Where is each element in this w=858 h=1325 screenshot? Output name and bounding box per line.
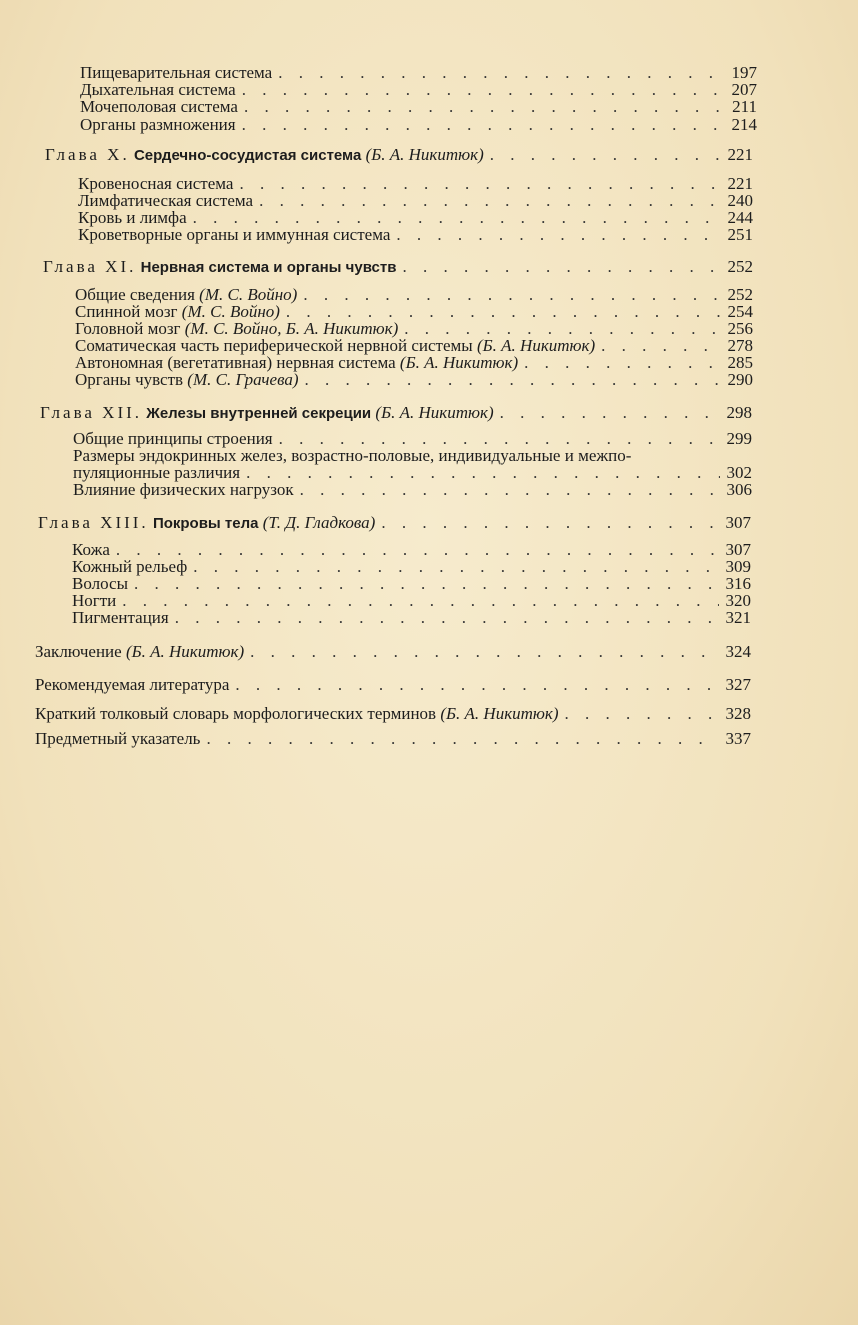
toc-entry <box>72 558 751 576</box>
dot-leader <box>244 98 725 116</box>
entry-author: (Б. А. Никитюк) <box>125 642 245 661</box>
toc-entry <box>35 643 751 661</box>
entry-title: Кровеносная система <box>78 174 234 193</box>
toc-entry <box>35 705 751 723</box>
dot-leader <box>116 541 719 559</box>
entry-title: Органы размножения <box>80 115 236 134</box>
page-number: 302 <box>726 463 752 482</box>
chapter-prefix: Глава X. <box>45 145 130 164</box>
chapter-prefix: Глава XI. <box>43 257 137 276</box>
dot-leader <box>239 175 721 193</box>
dot-leader <box>402 258 721 276</box>
dot-leader <box>601 337 721 355</box>
page-number: 309 <box>725 557 751 576</box>
chapter-title: Нервная система и органы чувств <box>140 259 397 276</box>
entry-title: Общие сведения <box>75 285 195 304</box>
entry-title: Влияние физических нагрузок <box>73 480 294 499</box>
entry-title: Кроветворные органы и иммунная система <box>78 225 391 244</box>
page-number: 244 <box>727 208 753 227</box>
page-number: 251 <box>727 225 753 244</box>
chapter-author: (Б. А. Никитюк) <box>375 403 494 422</box>
dot-leader <box>305 371 721 389</box>
dot-leader <box>490 146 721 164</box>
entry-title: Кровь и лимфа <box>78 208 187 227</box>
chapter-heading <box>40 404 752 423</box>
dot-leader <box>134 575 719 593</box>
dot-leader <box>300 481 720 499</box>
dot-leader <box>122 592 719 610</box>
toc-entry <box>80 116 757 134</box>
entry-title: Краткий толковый словарь морфологических терминов <box>35 704 437 723</box>
dot-leader <box>246 464 720 482</box>
page-number: 299 <box>726 429 752 448</box>
entry-title: Рекомендуемая литература <box>35 675 230 694</box>
page-number: 298 <box>726 403 752 422</box>
dot-leader <box>193 558 719 576</box>
dot-leader <box>500 404 720 422</box>
entry-title: Заключение <box>35 642 122 661</box>
entry-author: (М. С. Войно, Б. А. Никитюк) <box>184 319 399 338</box>
entry-title: Головной мозг <box>75 319 181 338</box>
toc-entry-line: Размеры эндокринных желез, возрастно-половые, индивидуальные и межпо- <box>73 446 632 465</box>
chapter-author: (Б. А. Никитюк) <box>365 145 484 164</box>
page-number: 252 <box>727 257 753 276</box>
toc-entry <box>75 371 753 389</box>
dot-leader <box>175 609 719 627</box>
chapter-heading <box>45 146 753 165</box>
entry-title: Дыхательная система <box>80 80 236 99</box>
page-number: 221 <box>727 174 753 193</box>
chapter-title: Покровы тела <box>152 515 259 532</box>
page-number: 197 <box>731 63 757 82</box>
entry-author: (М. С. Войно) <box>199 285 298 304</box>
page-number: 285 <box>727 353 753 372</box>
page-number: 316 <box>725 574 751 593</box>
dot-leader <box>259 192 721 210</box>
entry-title: Лимфатическая система <box>78 191 254 210</box>
page-number: 328 <box>725 704 751 723</box>
page-number: 252 <box>727 285 753 304</box>
dot-leader <box>565 705 719 723</box>
toc-entry <box>35 730 751 748</box>
entry-title: Пигментация <box>72 608 169 627</box>
page-number: 321 <box>725 608 751 627</box>
entry-title: Мочеполовая система <box>80 97 238 116</box>
chapter-title: Железы внутренней секреции <box>146 405 372 422</box>
entry-title: Соматическая часть периферической нервной системы <box>75 336 473 355</box>
chapter-prefix: Глава XII. <box>40 403 143 422</box>
toc-entry <box>72 592 751 610</box>
page-number: 256 <box>727 319 753 338</box>
page-number: 214 <box>731 115 757 134</box>
dot-leader <box>278 64 725 82</box>
page-number: 327 <box>725 675 751 694</box>
page-number: 278 <box>727 336 753 355</box>
page-number: 320 <box>725 591 751 610</box>
dot-leader <box>242 81 725 99</box>
toc-entry <box>72 609 751 627</box>
chapter-prefix: Глава XIII. <box>38 513 149 532</box>
page-number: 307 <box>725 513 751 532</box>
entry-title: Кожа <box>72 540 110 559</box>
entry-author: (М. С. Войно) <box>181 302 280 321</box>
page-number: 324 <box>725 642 751 661</box>
page-number: 221 <box>727 145 753 164</box>
toc-entry <box>78 226 753 244</box>
entry-author: (Б. А. Никитюк) <box>399 353 519 372</box>
dot-leader <box>303 286 721 304</box>
entry-author: (Б. А. Никитюк) <box>440 704 559 723</box>
toc-entry <box>73 481 752 499</box>
entry-author: (М. С. Грачева) <box>187 370 299 389</box>
chapter-author: (Т. Д. Гладкова) <box>262 513 376 532</box>
page-number: 211 <box>732 97 757 116</box>
entry-title: Пищеварительная система <box>80 63 273 82</box>
dot-leader <box>206 730 719 748</box>
dot-leader <box>242 116 725 134</box>
chapter-heading <box>43 258 753 277</box>
entry-author: (Б. А. Никитюк) <box>476 336 596 355</box>
entry-title: Автономная (вегетативная) нервная система <box>75 353 396 372</box>
toc-entry <box>80 98 757 116</box>
page-number: 290 <box>727 370 753 389</box>
chapter-heading <box>38 514 751 533</box>
entry-title: Кожный рельеф <box>72 557 188 576</box>
dot-leader <box>250 643 719 661</box>
dot-leader <box>524 354 721 372</box>
dot-leader <box>396 226 721 244</box>
page-number: 307 <box>725 540 751 559</box>
entry-title: Волосы <box>72 574 128 593</box>
page-number: 337 <box>725 729 751 748</box>
entry-title: Органы чувств <box>75 370 184 389</box>
page-number: 207 <box>731 80 757 99</box>
page-number: 240 <box>727 191 753 210</box>
entry-title: пуляционные различия <box>73 463 241 482</box>
chapter-title: Сердечно-сосудистая система <box>133 147 362 164</box>
page-number: 254 <box>727 302 753 321</box>
dot-leader <box>235 676 719 694</box>
entry-title: Спинной мозг <box>75 302 178 321</box>
page-number: 306 <box>726 480 752 499</box>
dot-leader <box>381 514 719 532</box>
entry-title: Ногти <box>72 591 117 610</box>
entry-title: Общие принципы строения <box>73 429 273 448</box>
entry-title: Предметный указатель <box>35 729 201 748</box>
toc-entry <box>35 676 751 694</box>
toc-entry <box>72 575 751 593</box>
